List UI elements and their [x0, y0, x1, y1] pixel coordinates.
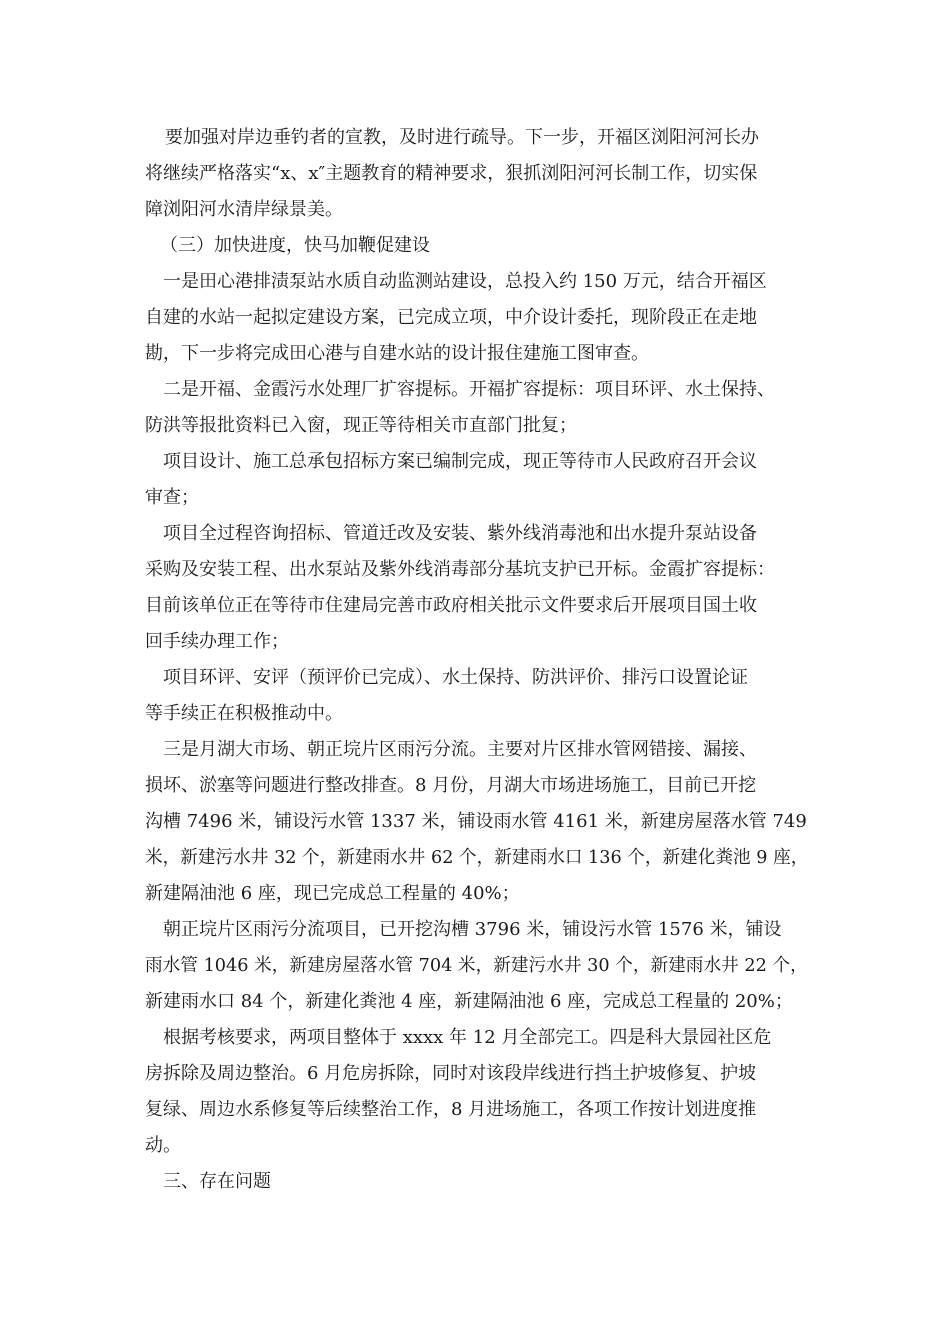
text-line: 二是开福、金霞污水处理厂扩容提标。开福扩容提标：项目环评、水土保持、 [163, 379, 775, 400]
text-line: 自建的水站一起拟定建设方案，已完成立项，中介设计委托，现阶段正在走地 [145, 307, 757, 328]
text-line: 勘，下一步将完成田心港与自建水站的设计报住建施工图审查。 [145, 343, 649, 364]
text-line: 要加强对岸边垂钓者的宣教，及时进行疏导。下一步，开福区浏阳河河长办 [165, 127, 759, 148]
text-line: 等手续正在积极推动中。 [145, 703, 343, 724]
text-line: 项目设计、施工总承包招标方案已编制完成，现正等待市人民政府召开会议 [163, 451, 757, 472]
text-line: 审查； [145, 487, 199, 508]
text-line: 障浏阳河水清岸绿景美。 [145, 199, 343, 220]
text-line: 房拆除及周边整治。6 月危房拆除，同时对该段岸线进行挡土护坡修复、护坡 [145, 1063, 757, 1084]
text-line: 米，新建污水井 32 个，新建雨水井 62 个，新建雨水口 136 个，新建化粪池 9 座， [145, 847, 809, 868]
text-line: 目前该单位正在等待市住建局完善市政府相关批示文件要求后开展项目国土收 [145, 595, 757, 616]
text-line: 防洪等报批资料已入窗，现正等待相关市直部门批复； [145, 415, 577, 436]
text-line: 朝正垸片区雨污分流项目，已开挖沟槽 3796 米，铺设污水管 1576 米，铺设 [163, 919, 782, 940]
section-heading: （三）加快进度，快马加鞭促建设 [160, 235, 430, 256]
text-line: 沟槽 7496 米，铺设污水管 1337 米，铺设雨水管 4161 米，新建房屋落水管 749 [145, 811, 807, 832]
text-line: 回手续办理工作； [145, 631, 289, 652]
section-heading: 三、存在问题 [163, 1171, 271, 1192]
text-line: 雨水管 1046 米，新建房屋落水管 704 米，新建污水井 30 个，新建雨水井 22 个， [145, 955, 808, 976]
text-line: 损坏、淤塞等问题进行整改排查。8 月份，月湖大市场进场施工，目前已开挖 [145, 775, 757, 796]
text-line: 项目全过程咨询招标、管道迁改及安装、紫外线消毒池和出水提升泵站设备 [163, 523, 757, 544]
text-line: 根据考核要求，两项目整体于 xxxx 年 12 月全部完工。四是科大景园社区危 [163, 1027, 772, 1048]
text-line: 项目环评、安评（预评价已完成）、水土保持、防洪评价、排污口设置论证 [163, 667, 748, 688]
text-line: 复绿、周边水系修复等后续整治工作，8 月进场施工，各项工作按计划进度推 [145, 1099, 757, 1120]
text-line: 三是月湖大市场、朝正垸片区雨污分流。主要对片区排水管网错接、漏接、 [163, 739, 757, 760]
text-line: 新建隔油池 6 座，现已完成总工程量的 40%； [145, 883, 520, 904]
text-line: 一是田心港排渍泵站水质自动监测站建设，总投入约 150 万元，结合开福区 [163, 271, 767, 292]
text-line: 将继续严格落实“x、x″主题教育的精神要求，狠抓浏阳河河长制工作，切实保 [145, 163, 758, 184]
text-line: 采购及安装工程、出水泵站及紫外线消毒部分基坑支护已开标。金霞扩容提标： [145, 559, 775, 580]
text-line: 动。 [145, 1135, 181, 1156]
text-line: 新建雨水口 84 个，新建化粪池 4 座，新建隔油池 6 座，完成总工程量的 20%； [145, 991, 793, 1012]
